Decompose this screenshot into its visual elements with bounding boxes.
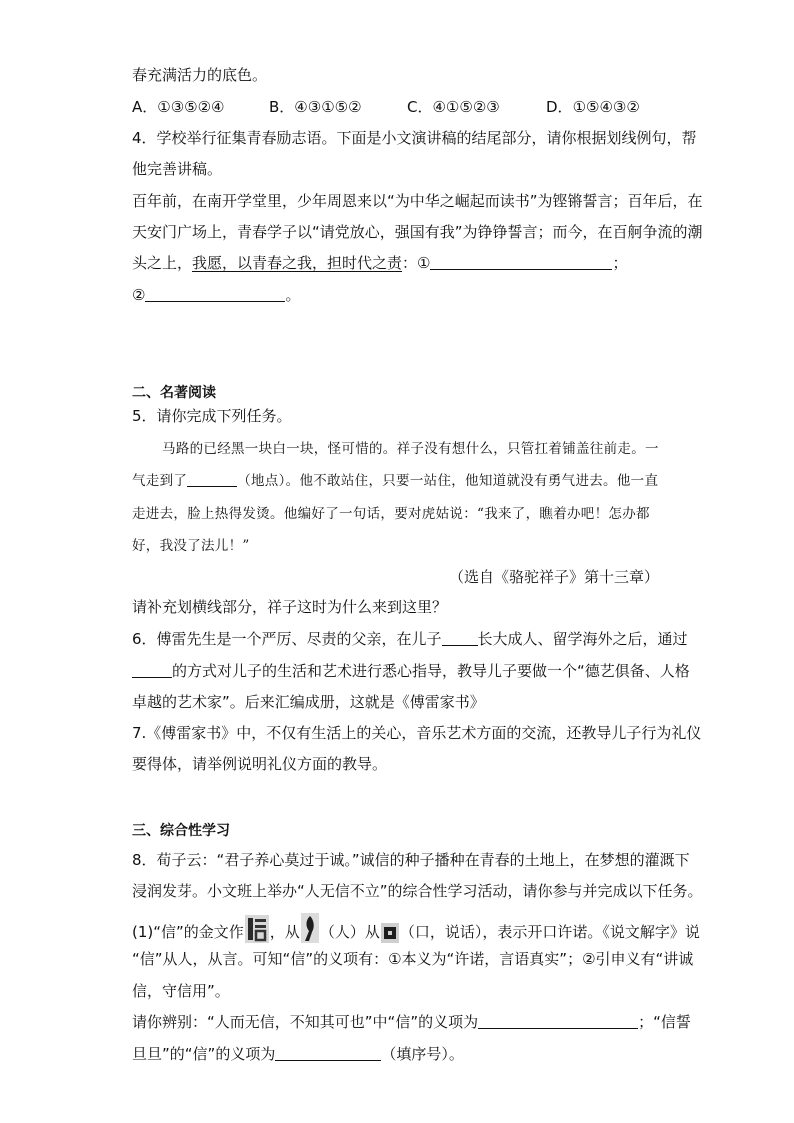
q5-title: 5．请你完成下列任务。 (132, 407, 292, 425)
bronze-ren-glyph-icon (301, 913, 319, 949)
q8-line6: 请你辨别：“人而无信，不知其可也”中“信”的义项为 ；“信誓 (132, 1013, 691, 1031)
q3-stem-tail: 春充满活力的底色。 (132, 66, 268, 84)
q4-line3: 百年前，在南开学堂里，少年周恩来以“为中华之崛起而读书”为铿锵誓言；百年后，在 (132, 192, 703, 210)
q7-line1: 7.《傅雷家书》中，不仅有生活上的关心，音乐艺术方面的交流，还教导儿子行为礼仪 (132, 724, 702, 742)
q8-line4: “信”从人，从言。可知“信”的义项有：①本义为“许诺，言语真实”；②引申义有“讲诚 (132, 950, 694, 968)
passage-line-4: 好，我没了法儿！” (132, 538, 250, 554)
q5-question: 请补充划横线部分，祥子这时为什么来到这里？ (132, 598, 448, 616)
section-heading-integrated-learning: 三、综合性学习 (132, 823, 230, 839)
q8-line7: 旦旦”的“信”的义项为 （填序号）。 (132, 1045, 464, 1063)
q3-options (132, 96, 640, 118)
q6-line3: 卓越的艺术家”。后来汇编成册，这就是《傅雷家书》 (132, 693, 485, 711)
section-heading-classics: 二、名著阅读 (132, 385, 216, 401)
option-a: A．①③⑤②④ (132, 98, 225, 116)
q4-line6: ② 。 (132, 286, 301, 304)
q8-line2: 浸润发芽。小文班上举办“人无信不立”的综合性学习活动，请你参与并完成以下任务。 (132, 882, 703, 900)
option-d: D．①⑤④③② (546, 98, 640, 116)
passage-line-3: 走进去，脸上热得发烫。他编好了一句话，要对虎姑说：“我来了，瞧着办吧！怎办都 (132, 506, 650, 522)
q8-line5: 信，守信用”。 (132, 982, 230, 1000)
q4-line4: 天安门广场上，青春学子以“请党放心，强国有我”为铮铮誓言；而今，在百舸争流的潮 (132, 223, 703, 241)
q8-blank-2[interactable] (275, 1044, 381, 1061)
place-blank[interactable] (187, 470, 237, 487)
bronze-xin-glyph-icon (245, 915, 269, 949)
q4-line5: 头之上，我愿，以青春之我，担时代之责：① ； (132, 254, 628, 272)
answer-blank-1[interactable] (430, 253, 612, 270)
bronze-kou-glyph-icon (381, 923, 399, 949)
passage-source: （选自《骆驼祥子》第十三章） (448, 568, 659, 586)
q4-line2: 他完善讲稿。 (132, 160, 223, 178)
q8-line1: 8．荀子云：“君子养心莫过于诚。”诚信的种子播种在青春的土地上，在梦想的灌溉下 (132, 851, 690, 869)
passage-line-2: 气走到了 （地点）。他不敢站住，只要一站住，他知道就没有勇气进去。他一直 (132, 470, 658, 492)
q6-blank-1[interactable] (442, 629, 478, 646)
answer-blank-2[interactable] (145, 285, 285, 302)
option-b: B．④③①⑤② (269, 98, 362, 116)
q6-line2: 的方式对儿子的生活和艺术进行悉心指导，教导儿子要做一个“德艺俱备、人格 (132, 660, 690, 682)
q6-line1: 6．傅雷先生是一个严厉、尽责的父亲，在儿子 长大成人、留学海外之后，通过 (132, 630, 688, 648)
q8-line3: (1)“信”的金文作 ，从 （人）从 （口，说话），表示开口许诺。《说文解字》说 (132, 913, 700, 949)
q8-blank-1[interactable] (478, 1012, 638, 1029)
option-c: C．④①⑤②③ (407, 98, 500, 116)
q7-line2: 要得体，请举例说明礼仪方面的教导。 (132, 755, 388, 773)
q6-blank-2[interactable] (132, 661, 172, 678)
q4-line1: 4．学校举行征集青春励志语。下面是小文演讲稿的结尾部分，请你根据划线例句，帮 (132, 129, 697, 147)
passage-line-1: 马路的已经黑一块白一块，怪可惜的。祥子没有想什么，只管扛着铺盖往前走。一 (162, 441, 659, 457)
example-underlined-sentence: 我愿，以青春之我，担时代之责 (192, 254, 403, 272)
